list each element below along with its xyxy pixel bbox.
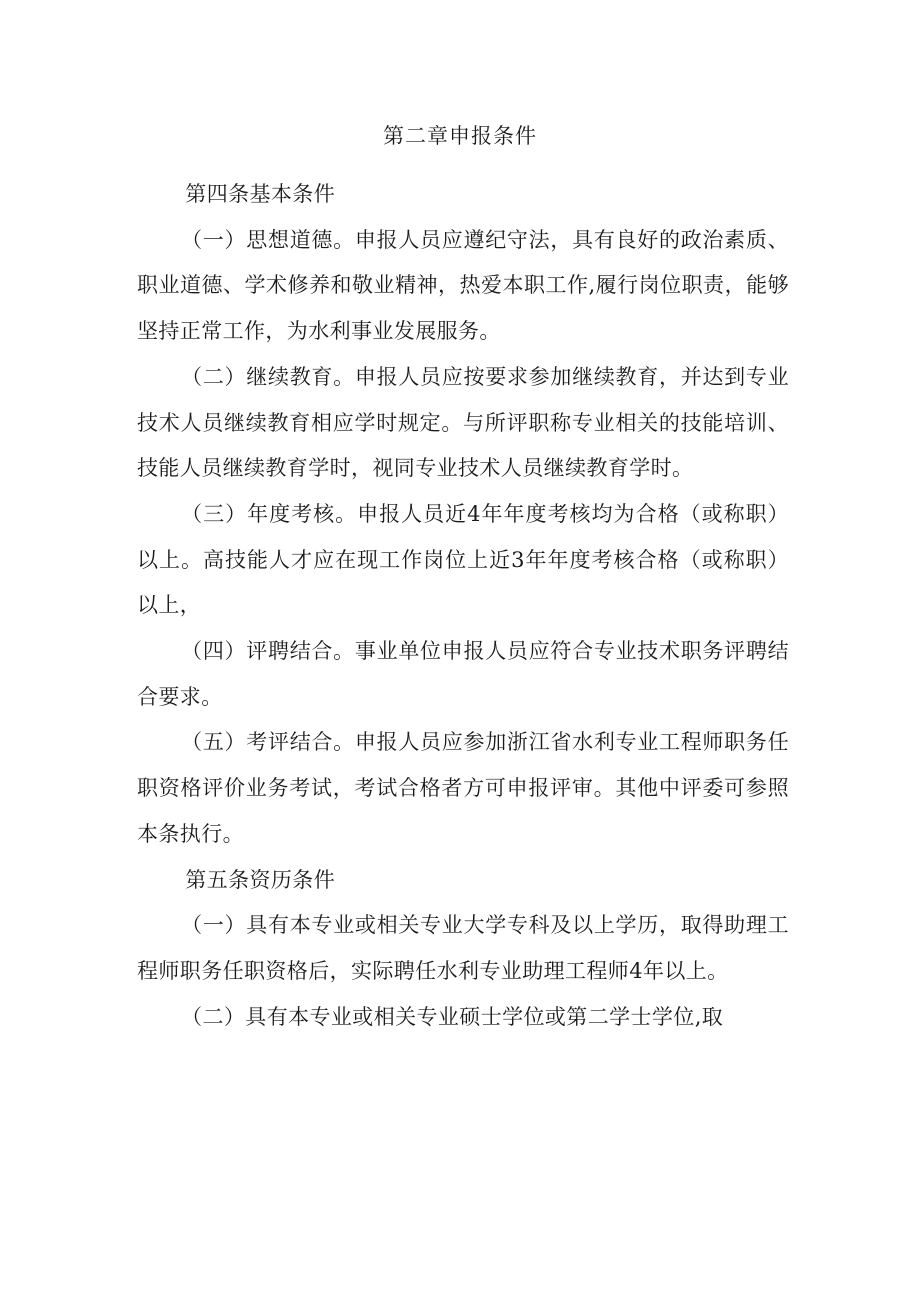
paragraph-annual-assessment: （三）年度考核。申报人员近4年年度考核均为合格（或称职）以上。高技能人才应在现工作岗位上近3年年度考核合格（或称职）以上，	[137, 501, 789, 618]
chapter-title: 第二章申报条件	[383, 124, 537, 148]
paragraph-evaluation-appointment: （四）评聘结合。事业单位申报人员应符合专业技术职务评聘结合要求。	[137, 639, 789, 709]
paragraph-exam-evaluation: （五）考评结合。申报人员应参加浙江省水利专业工程师职务任职资格评价业务考试，考试合格者方可申报评审。其他中评委可参照本条执行。	[137, 730, 789, 846]
paragraph-master-degree: （二）具有本专业或相关专业硕士学位或第二学士学位,取	[181, 1004, 724, 1029]
paragraph-college-degree: （一）具有本专业或相关专业大学专科及以上学历，取得助理工程师职务任职资格后，实际聘任水利专业助理工程师4年以上。	[137, 913, 789, 983]
article-heading-5: 第五条资历条件	[185, 867, 336, 892]
article-heading-4: 第四条基本条件	[185, 182, 336, 206]
paragraph-moral-conduct: （一）思想道德。申报人员应遵纪守法，具有良好的政治素质、职业道德、学术修养和敬业精神，热爱本职工作,履行岗位职责，能够坚持正常工作，为水利事业发展服务。	[137, 227, 789, 344]
document-body	[137, 172, 789, 1040]
paragraph-continuing-education: （二）继续教育。申报人员应按要求参加继续教育，并达到专业技术人员继续教育相应学时规定。与所评职称专业相关的技能培训、技能人员继续教育学时，视同专业技术人员继续教育学时。	[137, 364, 789, 481]
